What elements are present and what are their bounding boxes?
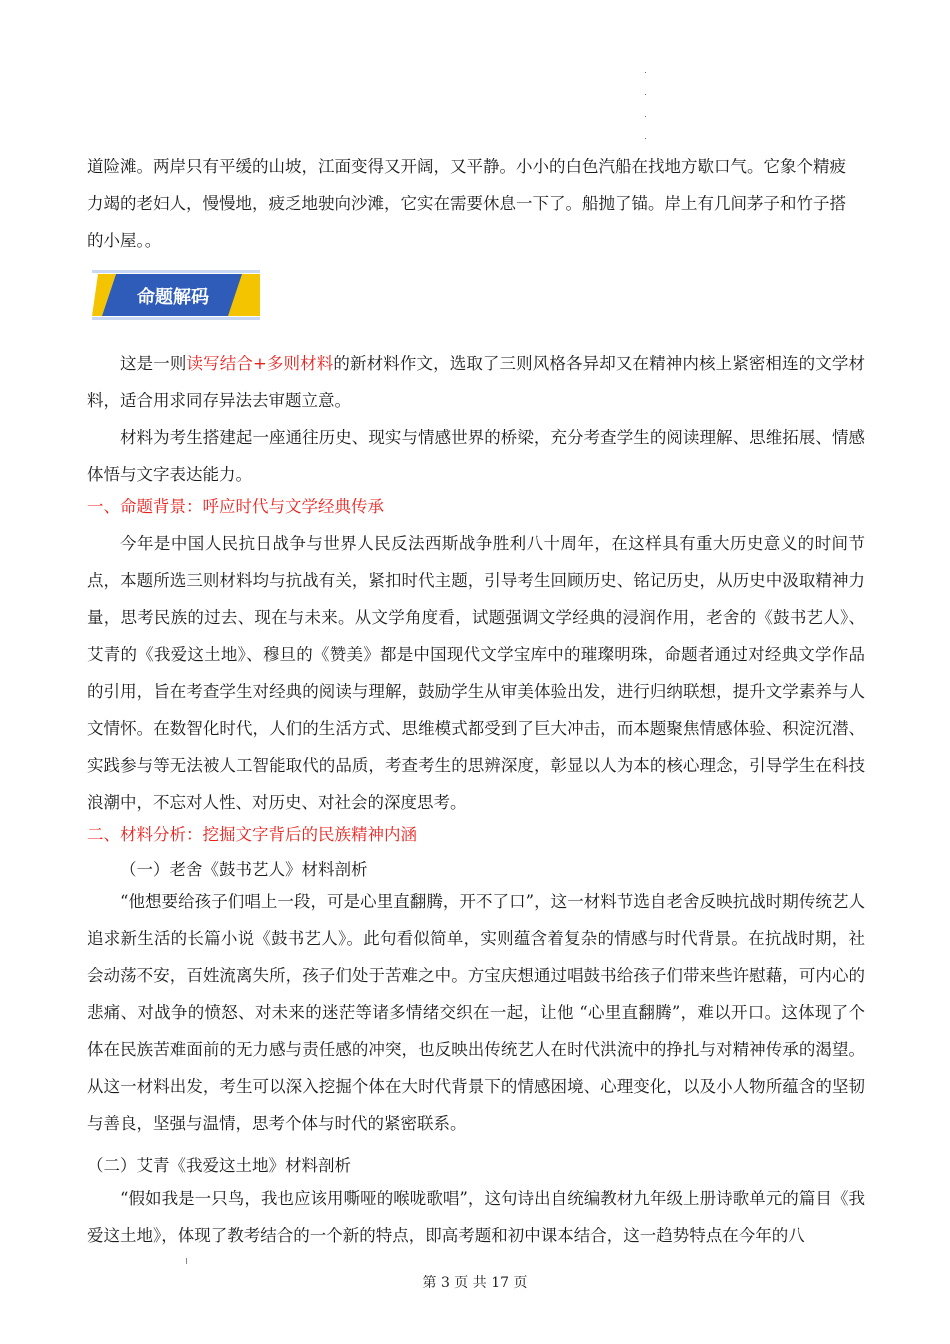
section1-body: 今年是中国人民抗日战争与世界人民反法西斯战争胜利八十周年，在这样具有重大历史意义的时间节点，本题所选三则材料均与抗战有关，紧扣时代主题，引导考生回顾历史、铭记历史，从历史中汲取精神力量，思考民族的过去、现在与未来。从文学角度看，试题强调文学经典的浸润作用，老舍的《鼓书艺人》、艾青的《我爱这土地》、穆旦的《赞美》都是中国现代文学宝库中的璀璨明珠，命题者通过对经典文学作品的引用，旨在考查学生对经典的阅读与理解，鼓励学生从审美体验出发，进行归纳联想，提升文学素养与人文情怀。在数智化时代，人们的生活方式、思维模式都受到了巨大冲击，而本题聚焦情感体验、积淀沉潜、实践参与等无法被人工智能取代的品质，考查考生的思辨深度，彰显以人为本的核心理念，引导学生在科技浪潮中，不忘对人性、对历史、对社会的深度思考。 [87,534,865,812]
banner-graphic [92,268,262,322]
subsection2-title: （二）艾青《我爱这土地》材料剖析 [87,1156,351,1175]
intro-continuation-line-1: 道险滩。两岸只有平缓的山坡，江面变得又开阔，又平静。小小的白色汽船在找地方歇口气。它象个精疲 [87,157,846,176]
margin-mark [186,1258,187,1264]
para1-text-after: 的新材料作文，选取了三则风格各异却又在精神内核上紧密相连的文学材料，适合用求同存异法去审题立意。 [87,354,866,410]
section1-heading: 一、命题背景：呼应时代与文学经典传承 [87,497,384,516]
section2-heading: 二、材料分析：挖掘文字背后的民族精神内涵 [87,825,417,844]
banner-label: 命题解码 [137,287,209,308]
para1-text-before: 这是一则 [120,354,187,373]
section-banner [92,268,262,322]
para1-highlight: 读写结合+多则材料 [186,354,334,373]
subsection1-title: （一）老舍《鼓书艺人》材料剖析 [120,860,368,879]
subsection1-body: “他想要给孩子们唱上一段，可是心里直翻腾，开不了口”，这一材料节选自老舍反映抗战时期传统艺人追求新生活的长篇小说《鼓书艺人》。此句看似简单，实则蕴含着复杂的情感与时代背景。在抗战时期，社会动荡不安，百姓流离失所，孩子们处于苦难之中。方宝庆想通过唱鼓书给孩子们带来些许慰藉，可内心的悲痛、对战争的愤怒、对未来的迷茫等诸多情绪交织在一起，让他 “心里直翻腾”，难以开口。这体现了个体在民族苦难面前的无力感与责任感的冲突，也反映出传统艺人在时代洪流中的挣扎与对精神传承的渴望。从这一材料出发，考生可以深入挖掘个体在大时代背景下的情感困境、心理变化，以及小人物所蕴含的坚韧与善良，坚强与温情，思考个体与时代的紧密联系。 [87,892,865,1133]
intro-continuation-line-2: 力竭的老妇人，慢慢地，疲乏地驶向沙滩，它实在需要休息一下了。船抛了锚。岸上有几间茅子和竹子搭 [87,194,846,213]
paragraph-materials: 材料为考生搭建起一座通往历史、现实与情感世界的桥梁，充分考查学生的阅读理解、思维拓展、情感体悟与文字表达能力。 [87,428,865,484]
intro-continuation-line-3: 的小屋。。 [87,231,162,250]
decorative-dots [645,72,649,160]
subsection2-body: “假如我是一只鸟，我也应该用嘶哑的喉咙歌唱”，这句诗出自统编教材九年级上册诗歌单元的篇目《我爱这土地》，体现了教考结合的一个新的特点，即高考题和初中课本结合，这一趋势特点在今年的八 [87,1189,865,1245]
page-footer: 第 3 页 共 17 页 [422,1275,528,1291]
paragraph-intro [87,345,865,419]
